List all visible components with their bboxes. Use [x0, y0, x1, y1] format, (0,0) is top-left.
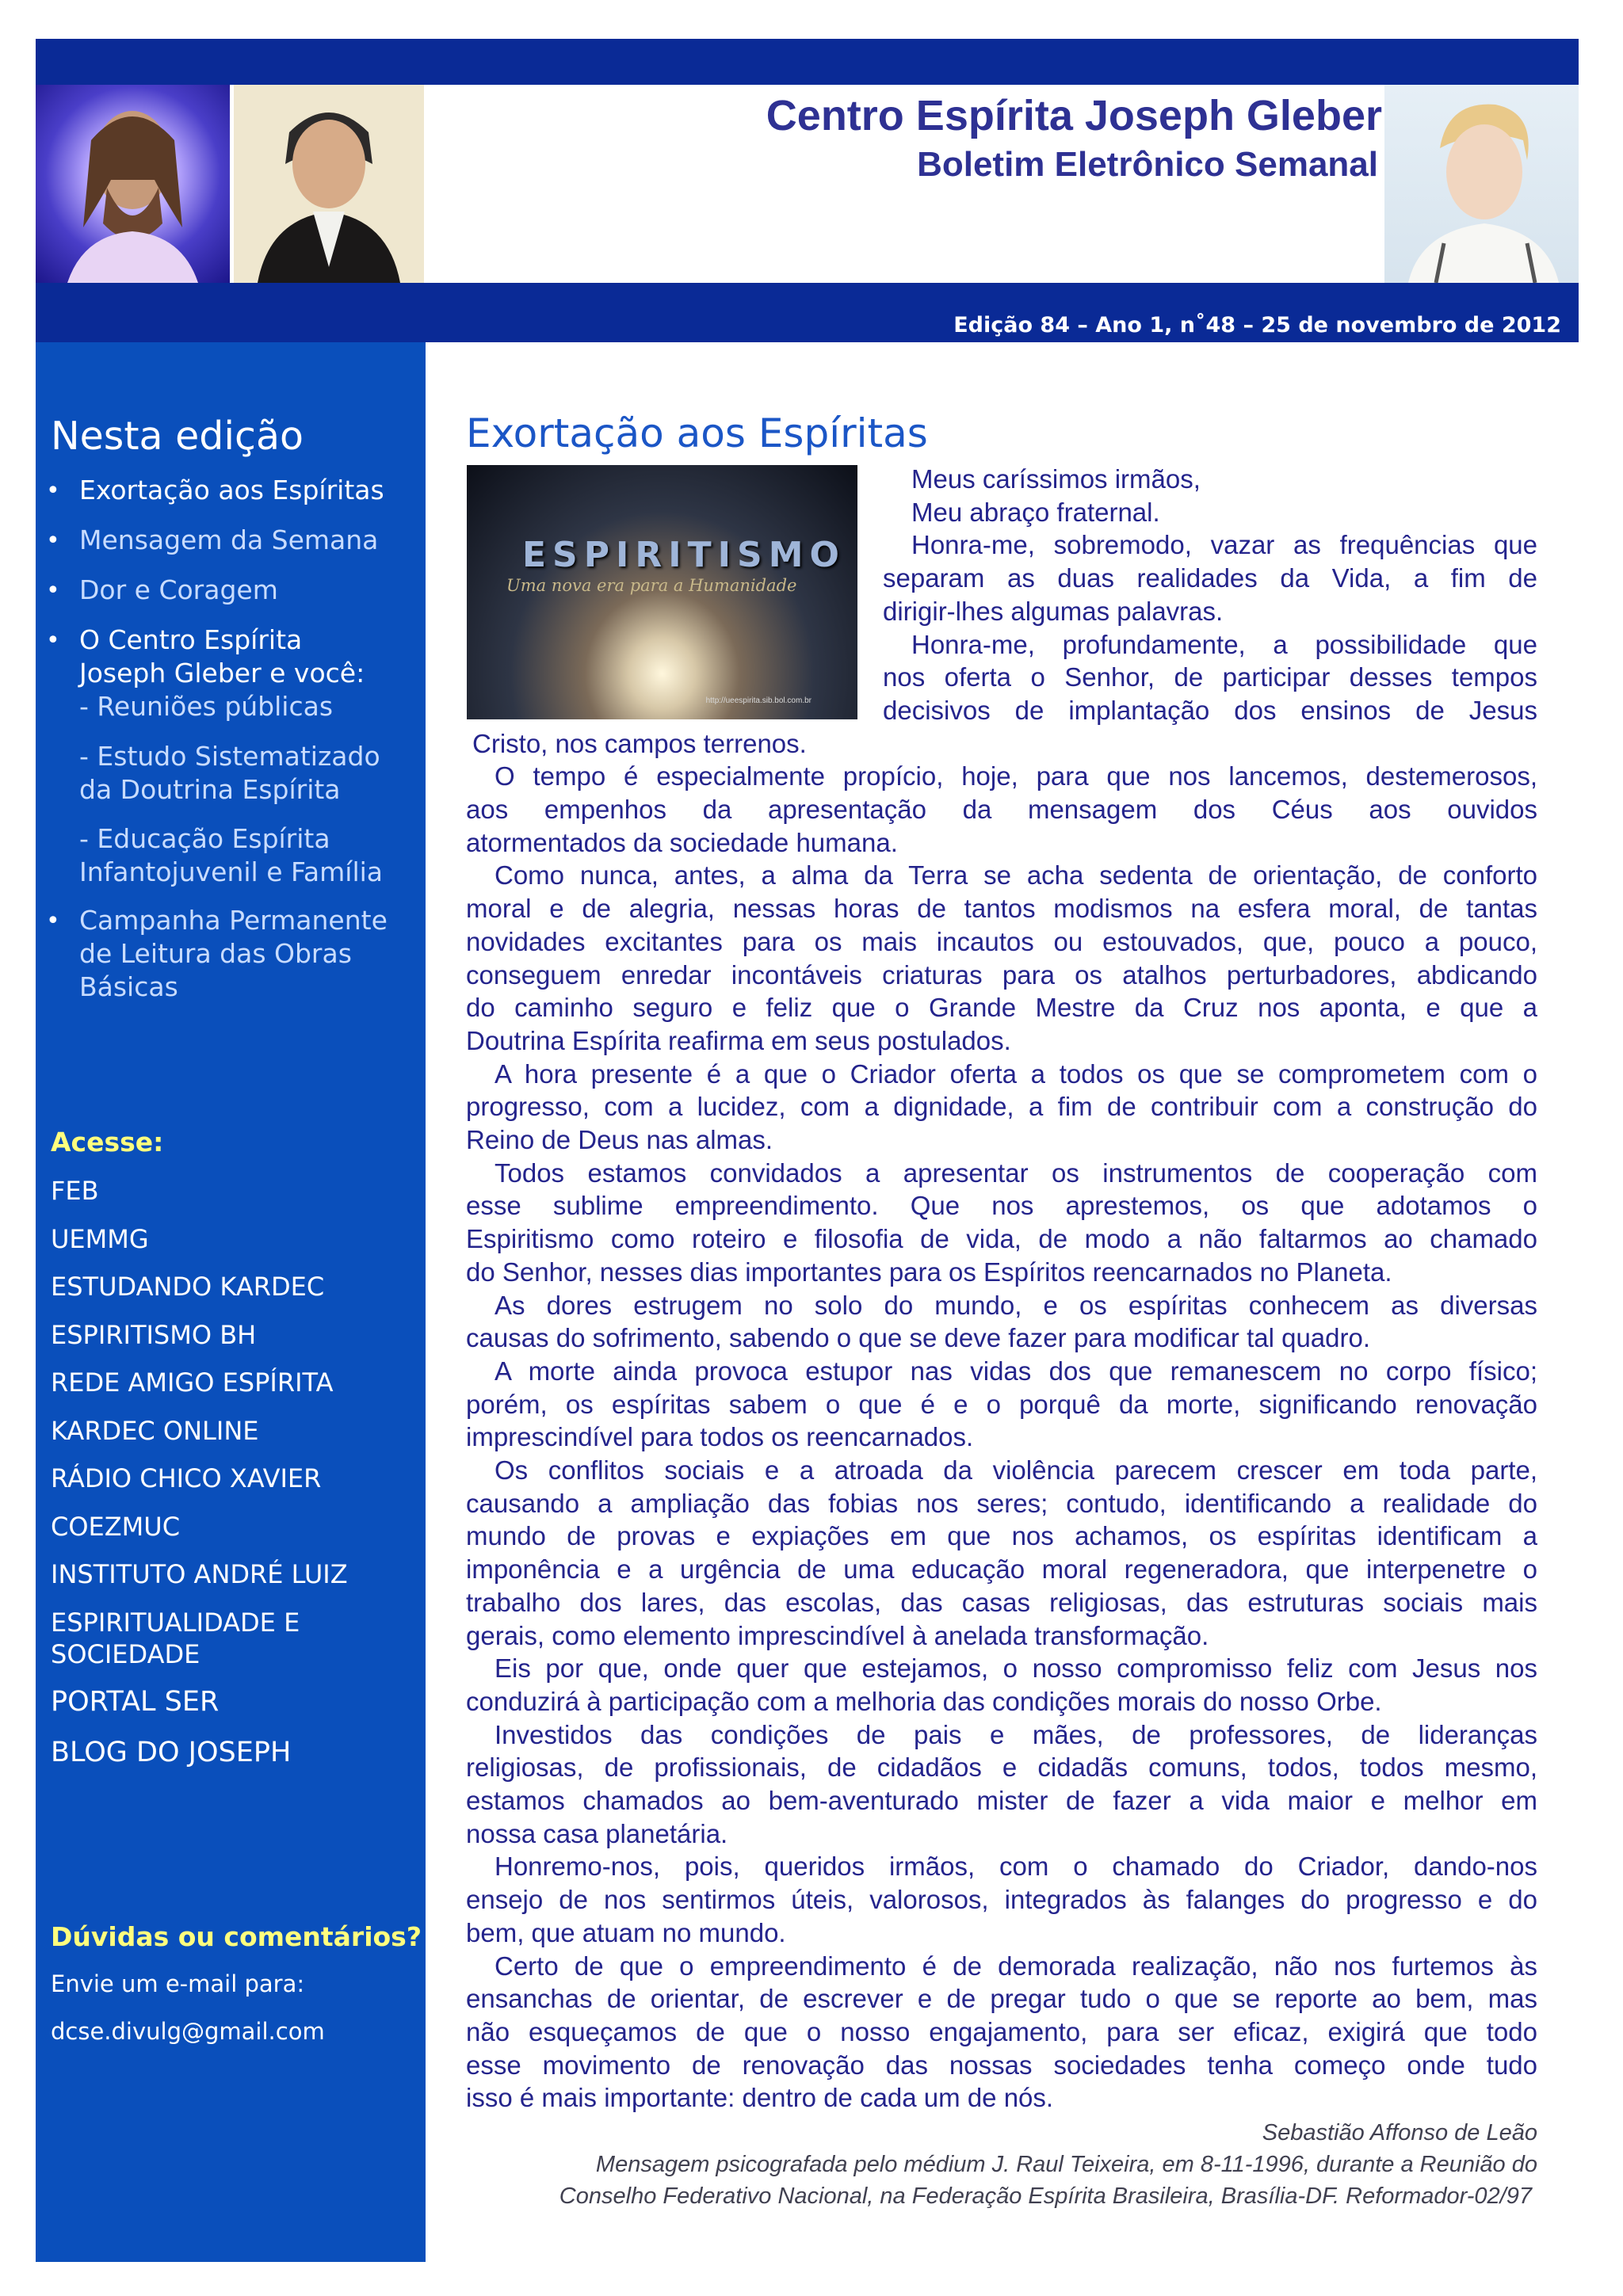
- article-line: mundo de provas e expiações em que nos achamos, os espíritas identificam a: [466, 1521, 1537, 1551]
- article-line: novidades excitantes para os mais incautos ou estouvados, que, pouco a pouco,: [466, 926, 1537, 956]
- link-radio-chico-xavier[interactable]: RÁDIO CHICO XAVIER: [51, 1463, 322, 1493]
- article-line: Cristo, nos campos terrenos.: [472, 728, 807, 758]
- article-line: causando a ampliação das fobias nos seres; contudo, identificando a realidade do: [466, 1488, 1537, 1518]
- page-header: [36, 85, 1579, 283]
- toc-item-centro-espirita[interactable]: O Centro Espírita Joseph Gleber e você: - Reuniões públicas: [79, 624, 365, 722]
- link-rede-amigo-espirita[interactable]: REDE AMIGO ESPÍRITA: [51, 1367, 334, 1398]
- article-line: do Senhor, nesses dias importantes para os Espíritos reencarnados no Planeta.: [466, 1257, 1392, 1287]
- contact-email-link[interactable]: dcse.divulg@gmail.com: [51, 2018, 325, 2045]
- article-title: Exortação aos Espíritas: [466, 410, 928, 456]
- article-line: A hora presente é a que o Criador oferta a todos os que se comprometem com o: [495, 1058, 1537, 1089]
- article-line: imprescindível para todos os reencarnados.: [466, 1422, 974, 1452]
- article-line: separam as duas realidades da Vida, a fim de: [883, 563, 1537, 593]
- image-title-text: ESPIRITISMO: [522, 535, 846, 575]
- article-line: Meus caríssimos irmãos,: [911, 464, 1201, 494]
- toc-item-educacao-espirita[interactable]: - Educação Espírita Infantojuvenil e Família: [79, 823, 384, 887]
- article-line: Como nunca, antes, a alma da Terra se acha sedenta de orientação, de conforto: [495, 860, 1537, 891]
- contact-text: Envie um e-mail para:: [51, 1970, 305, 1997]
- link-kardec-online[interactable]: KARDEC ONLINE: [51, 1416, 259, 1446]
- article-line: Eis por que, onde quer que estejamos, o nosso compromisso feliz com Jesus nos: [495, 1653, 1537, 1684]
- edition-bar: [36, 283, 1579, 342]
- toc-heading: Nesta edição: [51, 414, 304, 459]
- contact-heading: Dúvidas ou comentários?: [51, 1921, 422, 1952]
- article-line: nos oferta o Senhor, de participar desses tempos: [883, 662, 1537, 692]
- article-line: religiosas, de profissionais, de cidadãos e cidadãs comuns, todos, todos mesmo,: [466, 1753, 1537, 1783]
- access-heading: Acesse:: [51, 1127, 164, 1158]
- toc-bullet: •: [46, 477, 60, 505]
- signature-note-line: Mensagem psicografada pelo médium J. Raul Teixeira, em 8-11-1996, durante a Reunião do: [595, 2152, 1537, 2177]
- link-blog-do-joseph[interactable]: BLOG DO JOSEPH: [51, 1737, 292, 1768]
- article-line: Meu abraço fraternal.: [911, 497, 1160, 527]
- article-line: trabalho dos lares, das escolas, das casas religiosas, das estruturas sociais mais: [466, 1587, 1537, 1617]
- article-line: dirigir-lhes algumas palavras.: [883, 596, 1224, 626]
- link-coezmuc[interactable]: COEZMUC: [51, 1512, 181, 1542]
- toc-bullet: •: [46, 627, 60, 654]
- article-line: Doutrina Espírita reafirma em seus postulados.: [466, 1025, 1011, 1055]
- article-line: porém, os espíritas sabem o que é e o porquê da morte, significando renovação: [466, 1389, 1537, 1419]
- article-line: Investidos das condições de pais e mães, de professores, de lideranças: [495, 1719, 1537, 1749]
- article-line: A morte ainda provoca estupor nas vidas dos que remanescem no corpo físico;: [495, 1356, 1537, 1386]
- joseph-gleber-portrait: [1384, 85, 1579, 283]
- article-line: atormentados da sociedade humana.: [466, 827, 898, 857]
- toc-bullet: •: [46, 577, 60, 605]
- article-line: decisivos de implantação dos ensinos de Jesus: [883, 695, 1537, 725]
- article-line: gerais, como elemento imprescindível à anelada transformação.: [466, 1620, 1209, 1650]
- header-subtitle: Boletim Eletrônico Semanal: [917, 145, 1378, 184]
- link-estudando-kardec[interactable]: ESTUDANDO KARDEC: [51, 1272, 325, 1302]
- toc-item-mensagem-semana[interactable]: Mensagem da Semana: [79, 524, 379, 555]
- article-line: Espiritismo como roteiro e filosofia de vida, de modo a não faltarmos ao chamado: [466, 1224, 1537, 1254]
- article-line: O tempo é especialmente propício, hoje, para que nos lancemos, destemerosos,: [495, 761, 1537, 791]
- link-portal-ser[interactable]: PORTAL SER: [51, 1686, 220, 1718]
- article-line: Honremo-nos, pois, queridos irmãos, com o chamado do Criador, dando-nos: [495, 1852, 1537, 1882]
- article-line: Todos estamos convidados a apresentar os instrumentos de cooperação com: [495, 1158, 1537, 1188]
- espiritismo-image: [467, 465, 857, 719]
- top-banner-bar: [36, 39, 1579, 85]
- article-line: ensejo de nos sentirmos úteis, valorosos, integrados às falanges do progresso e do: [466, 1885, 1537, 1915]
- article-line: progresso, com a lucidez, com a dignidade, a fim de contribuir com a construção do: [466, 1092, 1537, 1122]
- article-line: imponência e a urgência de uma educação moral regeneradora, que interpenetre o: [466, 1554, 1537, 1585]
- article-line: estamos chamados ao bem-aventurado mister de fazer a vida maior e melhor em: [466, 1786, 1537, 1815]
- article-line: moral e de alegria, nessas horas de tantos modismos na esfera moral, de tantas: [466, 894, 1537, 924]
- article-line: Os conflitos sociais e a atroada da violência parecem crescer em toda parte,: [495, 1455, 1537, 1485]
- toc-bullet: •: [46, 527, 60, 555]
- edition-info: Edição 84 – Ano 1, n˚48 – 25 de novembro de 2012: [953, 313, 1561, 338]
- article-line: esse sublime empreendimento. Que nos aprestemos, os que adotamos o: [466, 1191, 1537, 1221]
- article-line: esse movimento de renovação das nossas sociedades tenha começo onde tudo: [466, 2050, 1537, 2080]
- article-line: bem, que atuam no mundo.: [466, 1917, 786, 1947]
- link-espiritismo-bh[interactable]: ESPIRITISMO BH: [51, 1320, 257, 1350]
- toc-bullet: •: [46, 907, 60, 935]
- article-line: aos empenhos da apresentação da mensagem dos Céus aos ouvidos: [466, 795, 1537, 824]
- toc-item-campanha[interactable]: Campanha Permanente de Leitura das Obras Básicas: [79, 905, 388, 1002]
- article-line: Honra-me, profundamente, a possibilidade que: [911, 629, 1537, 659]
- article-line: Honra-me, sobremodo, vazar as frequências que: [911, 530, 1537, 560]
- header-title: Centro Espírita Joseph Gleber: [766, 92, 1382, 139]
- article-line: do caminho seguro e feliz que o Grande Mestre da Cruz nos aponta, e que a: [466, 993, 1537, 1023]
- article-line: não esqueçamos de que o nosso engajamento, para ser eficaz, exigirá que todo: [466, 2016, 1537, 2046]
- article-line: Certo de que o empreendimento é de demorada realização, não nos furtemos às: [495, 1951, 1537, 1981]
- article-line: Reino de Deus nas almas.: [466, 1125, 773, 1154]
- link-espiritualidade-sociedade[interactable]: ESPIRITUALIDADE E SOCIEDADE: [51, 1608, 300, 1669]
- article-line: conduzirá à participação com a melhoria das condições morais do nosso Orbe.: [466, 1686, 1382, 1716]
- signature-note-line: Conselho Federativo Nacional, na Federação Espírita Brasileira, Brasília-DF. Reformador-02/97: [559, 2183, 1532, 2209]
- article-line: ensanchas de orientar, de escrever e de pregar tudo o que se reporte ao bem, mas: [466, 1984, 1537, 2014]
- toc-item-estudo-sistematizado[interactable]: - Estudo Sistematizado da Doutrina Espírita: [79, 741, 380, 805]
- link-feb[interactable]: FEB: [51, 1176, 99, 1206]
- article-line: isso é mais importante: dentro de cada um de nós.: [466, 2083, 1054, 2113]
- article-line: conseguem enredar incontáveis criaturas para os atalhos perturbadores, abdicando: [466, 959, 1537, 990]
- sidebar: [36, 342, 426, 2262]
- link-uemmg[interactable]: UEMMG: [51, 1224, 149, 1254]
- toc-item-exortacao[interactable]: Exortação aos Espíritas: [79, 475, 384, 505]
- article-line: nossa casa planetária.: [466, 1818, 728, 1848]
- article-line: As dores estrugem no solo do mundo, e os espíritas conhecem as diversas: [495, 1290, 1537, 1320]
- toc-item-dor-coragem[interactable]: Dor e Coragem: [79, 574, 278, 605]
- link-instituto-andre-luiz[interactable]: INSTITUTO ANDRÉ LUIZ: [51, 1559, 348, 1589]
- jesus-portrait: [36, 85, 230, 283]
- kardec-portrait: [234, 85, 424, 283]
- article-line: causas do sofrimento, sabendo o que se deve fazer para modificar tal quadro.: [466, 1323, 1371, 1353]
- image-url-text: http://ueespirita.sib.bol.com.br: [705, 696, 812, 705]
- image-subtitle-text: Uma nova era para a Humanidade: [506, 576, 797, 595]
- signature-author: Sebastião Affonso de Leão: [1262, 2120, 1537, 2145]
